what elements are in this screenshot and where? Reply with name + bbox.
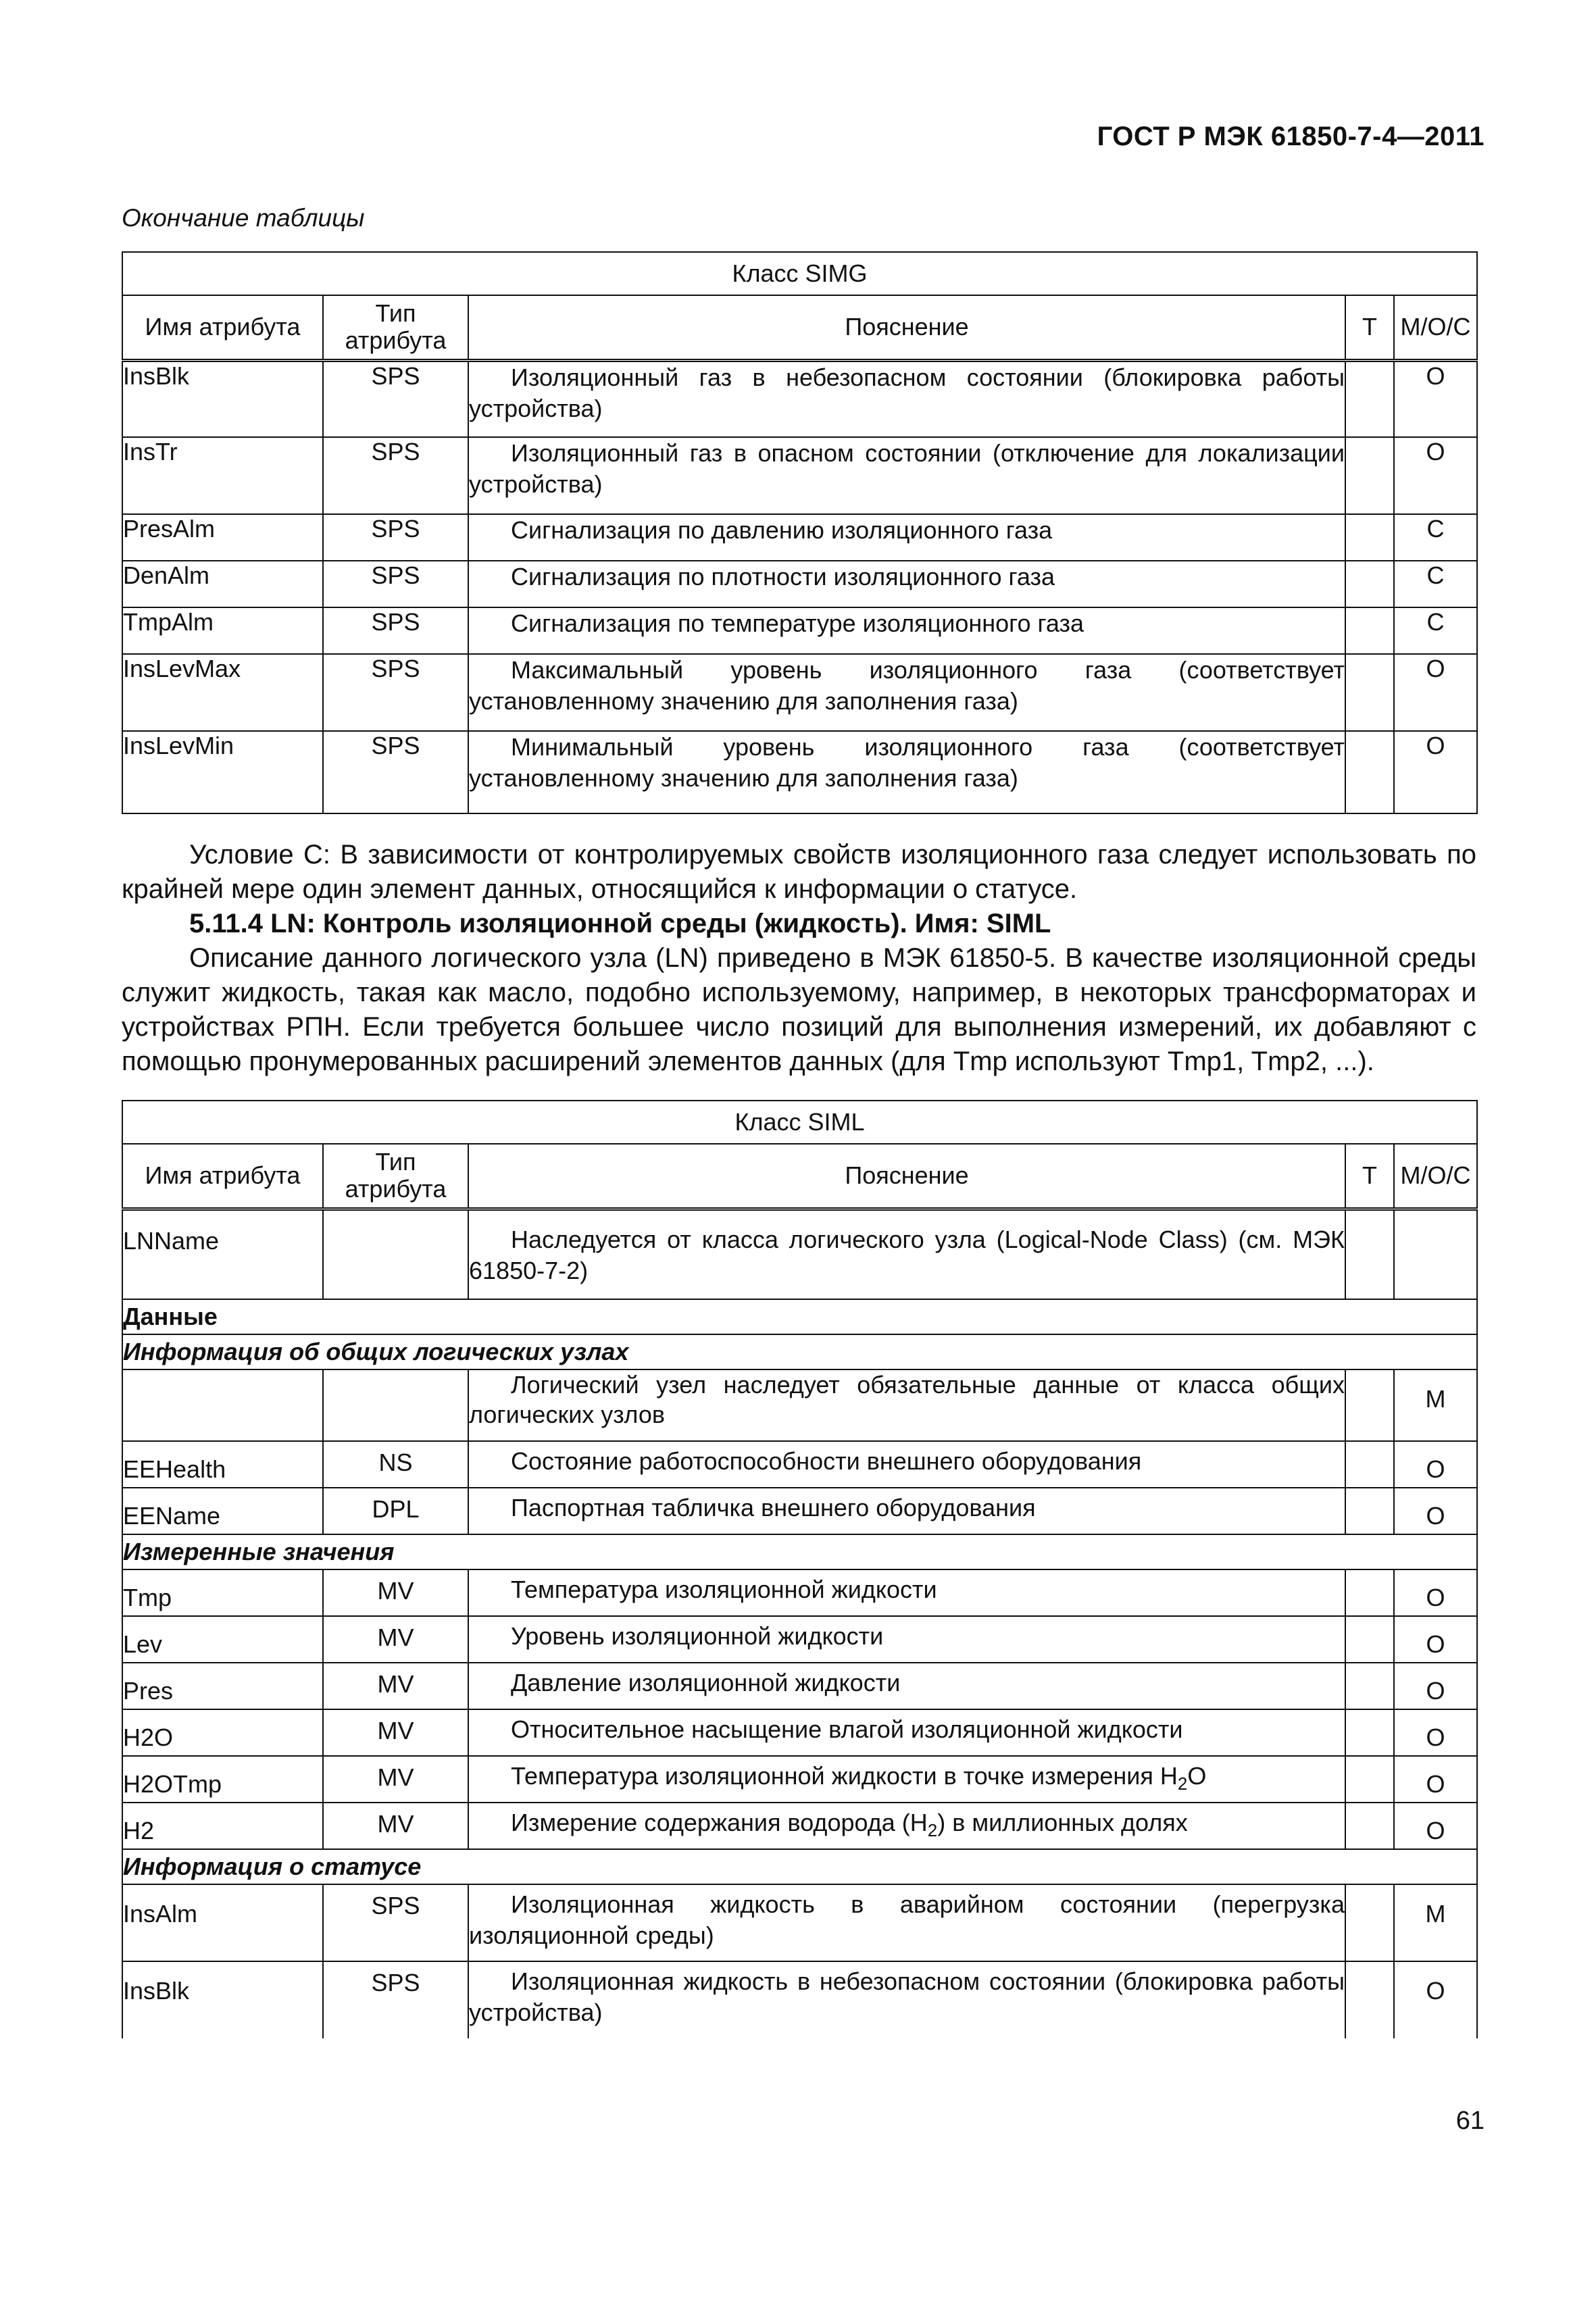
table-class-title: Класс SIMG bbox=[122, 252, 1477, 295]
table-row: InsTr SPS Изоляционный газ в опасном состоянии (отключение для локализации устройства) O bbox=[122, 437, 1477, 514]
section-measured-label: Измеренные значения bbox=[122, 1534, 1477, 1569]
condition-paragraph: Условие С: В зависимости от контролируемых свойств изоляционного газа следует использовать по крайней мере один элемент данных, относящийся к информации о статусе. bbox=[122, 840, 1476, 904]
column-header-description: Пояснение bbox=[468, 295, 1345, 360]
section-data-label: Данные bbox=[122, 1299, 1477, 1334]
table-row: InsBlk SPS Изоляционная жидкость в небезопасном состоянии (блокировка работы устройства) O bbox=[122, 1961, 1477, 2038]
table-row: PresAlm SPS Сигнализация по давлению изоляционного газа C bbox=[122, 514, 1477, 561]
section-heading: 5.11.4 LN: Контроль изоляционной среды (жидкость). Имя: SIML bbox=[189, 909, 1051, 938]
table-row: H2OTmp MV Температура изоляционной жидкости в точке измерения $H_2O$ O bbox=[122, 1756, 1477, 1803]
column-header-t: T bbox=[1345, 295, 1394, 360]
table-row: Pres MV Давление изоляционной жидкости O bbox=[122, 1663, 1477, 1709]
column-header-moc: M/O/C bbox=[1394, 1144, 1477, 1209]
table-row: LNName Наследуется от класса логического узла (Logical-Node Class) (см. МЭК 61850-7-2) bbox=[122, 1209, 1477, 1299]
table-row: H2O MV Относительное насыщение влагой изоляционной жидкости O bbox=[122, 1709, 1477, 1756]
table-row: InsBlk SPS Изоляционный газ в небезопасном состоянии (блокировка работы устройства) O bbox=[122, 360, 1477, 437]
table-row: Lev MV Уровень изоляционной жидкости O bbox=[122, 1616, 1477, 1663]
table-row: EEHealth NS Состояние работоспособности внешнего оборудования O bbox=[122, 1441, 1477, 1488]
table-siml bbox=[122, 1100, 1478, 2038]
column-header-name: Имя атрибута bbox=[122, 295, 323, 360]
table-row: InsAlm SPS Изоляционная жидкость в аварийном состоянии (перегрузка изоляционной среды) M bbox=[122, 1884, 1477, 1961]
column-header-type: Тип атрибута bbox=[323, 1144, 468, 1209]
section-status-label: Информация о статусе bbox=[122, 1849, 1477, 1884]
table-class-title: Класс SIML bbox=[122, 1101, 1477, 1144]
column-header-t: T bbox=[1345, 1144, 1394, 1209]
column-header-type: Тип атрибута bbox=[323, 295, 468, 360]
column-header-moc: M/O/C bbox=[1394, 295, 1477, 360]
description-paragraph: Описание данного логического узла (LN) приведено в МЭК 61850-5. В качестве изоляционной среды служит жидкость, такая как масло, подобно используемому, например, в некоторых трансформаторах и устройствах РПН. Если требуется большее число позиций для выполнения измерений, их добавляют с помощью пронумерованных расширений элементов данных (для Tmp используют Tmp1, Tmp2, ...). bbox=[122, 943, 1476, 1076]
standard-header: ГОСТ Р МЭК 61850-7-4—2011 bbox=[1097, 122, 1485, 151]
page-number: 61 bbox=[1455, 2107, 1485, 2135]
table-row: H2 MV Измерение содержания водорода $(H_2)$ в миллионных долях O bbox=[122, 1803, 1477, 1849]
table-row: DenAlm SPS Сигнализация по плотности изоляционного газа C bbox=[122, 561, 1477, 607]
table-row: TmpAlm SPS Сигнализация по температуре изоляционного газа C bbox=[122, 607, 1477, 654]
table-row: EEName DPL Паспортная табличка внешнего оборудования O bbox=[122, 1488, 1477, 1534]
table-simg bbox=[122, 251, 1478, 814]
table-row: Tmp MV Температура изоляционной жидкости O bbox=[122, 1569, 1477, 1616]
table-continuation-caption: Окончание таблицы bbox=[122, 204, 365, 232]
table-row: Логический узел наследует обязательные данные от класса общих логических узлов M bbox=[122, 1369, 1477, 1441]
column-header-description: Пояснение bbox=[468, 1144, 1345, 1209]
section-common-label: Информация об общих логических узлах bbox=[122, 1334, 1477, 1369]
table-row: InsLevMax SPS Максимальный уровень изоляционного газа (соответствует установленному значению для заполнения газа) O bbox=[122, 654, 1477, 731]
body-text bbox=[122, 838, 1476, 1079]
column-header-name: Имя атрибута bbox=[122, 1144, 323, 1209]
table-row: InsLevMin SPS Минимальный уровень изоляционного газа (соответствует установленному значению для заполнения газа) O bbox=[122, 731, 1477, 813]
